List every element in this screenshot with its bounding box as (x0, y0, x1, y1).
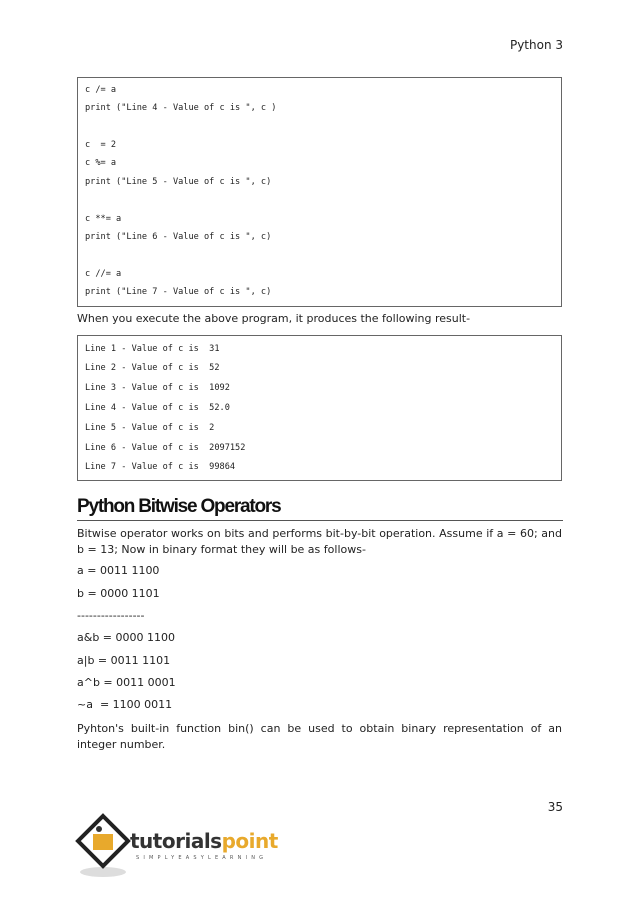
output-block (77, 335, 562, 481)
code-line: c //= a (85, 269, 122, 279)
logo-emblem-icon (78, 812, 278, 882)
code-line: c %= a (85, 158, 117, 168)
code-block (77, 77, 562, 307)
output-line: Line 2 - Value of c is 52 (85, 363, 220, 373)
binary-line: a|b = 0011 1101 (77, 654, 171, 667)
section-heading: Python Bitwise Operators (77, 496, 281, 517)
svg-text:tutorialspoint: tutorialspoint (130, 829, 278, 853)
output-line: Line 4 - Value of c is 52.0 (85, 403, 230, 413)
svg-text:SIMPLYEASYLEARNING: SIMPLYEASYLEARNING (136, 855, 268, 861)
page-number: 35 (547, 800, 563, 814)
heading-rule (77, 520, 563, 521)
code-line: print ("Line 6 - Value of c is ", c) (85, 232, 272, 242)
code-line: print ("Line 7 - Value of c is ", c) (85, 287, 272, 297)
binary-line: ----------------- (77, 609, 145, 622)
result-intro: When you execute the above program, it produces the following result- (77, 312, 471, 325)
output-line: Line 1 - Value of c is 31 (85, 344, 220, 354)
code-line: print ("Line 5 - Value of c is ", c) (85, 177, 272, 187)
section-intro: Bitwise operator works on bits and performs bit-by-bit operation. Assume if a = 60; and b = 13; Now in binary format they will be as follows- (77, 527, 562, 556)
binary-line: a&b = 0000 1100 (77, 631, 175, 644)
binary-line: ~a = 1100 0011 (77, 698, 173, 711)
running-header: Python 3 (509, 38, 563, 52)
output-line: Line 3 - Value of c is 1092 (85, 383, 230, 393)
binary-line: b = 0000 1101 (77, 587, 160, 600)
output-line: Line 7 - Value of c is 99864 (85, 462, 236, 472)
code-line: c /= a (85, 85, 117, 95)
section-closing: Pyhton's built-in function bin() can be used to obtain binary representation of an integer number. (77, 722, 562, 751)
binary-line: a^b = 0011 0001 (77, 676, 176, 689)
binary-line: a = 0011 1100 (77, 564, 160, 577)
code-line: print ("Line 4 - Value of c is ", c ) (85, 103, 277, 113)
tutorialspoint-logo (78, 812, 278, 882)
output-line: Line 5 - Value of c is 2 (85, 423, 215, 433)
code-line: c **= a (85, 214, 122, 224)
output-line: Line 6 - Value of c is 2097152 (85, 443, 246, 453)
code-line: c = 2 (85, 140, 117, 150)
